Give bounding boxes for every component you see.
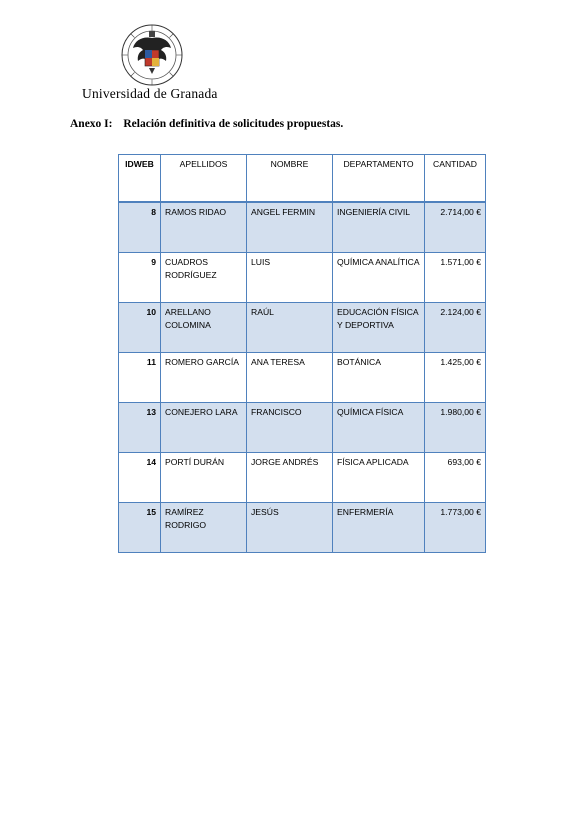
annex-heading [70, 118, 343, 130]
cell-cantidad: 1.425,00 € [425, 353, 486, 403]
table-row [119, 353, 486, 403]
cell-departamento: QUÍMICA ANALÍTICA [333, 253, 425, 303]
cell-nombre: JORGE ANDRÉS [247, 453, 333, 503]
cell-departamento: BOTÁNICA [333, 353, 425, 403]
column-header-nombre: NOMBRE [247, 155, 333, 203]
table-row [119, 453, 486, 503]
cell-nombre: LUIS [247, 253, 333, 303]
cell-apellidos: CONEJERO LARA [161, 403, 247, 453]
cell-cantidad: 2.714,00 € [425, 202, 486, 253]
cell-idweb: 13 [119, 403, 161, 453]
cell-idweb: 10 [119, 303, 161, 353]
cell-departamento: INGENIERÍA CIVIL [333, 202, 425, 253]
cell-nombre: ANA TERESA [247, 353, 333, 403]
annex-label: Anexo I: [70, 118, 113, 130]
table-row [119, 503, 486, 553]
cell-idweb: 9 [119, 253, 161, 303]
cell-cantidad: 1.773,00 € [425, 503, 486, 553]
table-row [119, 403, 486, 453]
cell-apellidos: ARELLANO COLOMINA [161, 303, 247, 353]
cell-idweb: 15 [119, 503, 161, 553]
cell-cantidad: 693,00 € [425, 453, 486, 503]
cell-departamento: ENFERMERÍA [333, 503, 425, 553]
applications-table [118, 154, 486, 553]
table-row [119, 202, 486, 253]
column-header-apellidos: APELLIDOS [161, 155, 247, 203]
university-name: Universidad de Granada [82, 86, 218, 101]
cell-nombre: JESÚS [247, 503, 333, 553]
cell-apellidos: RAMÍREZ RODRIGO [161, 503, 247, 553]
table-row [119, 253, 486, 303]
table-row [119, 303, 486, 353]
cell-idweb: 11 [119, 353, 161, 403]
column-header-idweb: IDWEB [119, 155, 161, 203]
cell-nombre: FRANCISCO [247, 403, 333, 453]
cell-cantidad: 1.571,00 € [425, 253, 486, 303]
table-header-row [119, 155, 486, 203]
cell-apellidos: CUADROS RODRÍGUEZ [161, 253, 247, 303]
cell-nombre: RAÚL [247, 303, 333, 353]
cell-cantidad: 1.980,00 € [425, 403, 486, 453]
university-seal-logo [121, 24, 183, 86]
cell-apellidos: PORTÍ DURÁN [161, 453, 247, 503]
annex-title: Relación definitiva de solicitudes propuestas. [123, 118, 344, 130]
cell-idweb: 8 [119, 202, 161, 253]
cell-departamento: QUÍMICA FÍSICA [333, 403, 425, 453]
cell-apellidos: RAMOS RIDAO [161, 202, 247, 253]
cell-departamento: EDUCACIÓN FÍSICA Y DEPORTIVA [333, 303, 425, 353]
cell-cantidad: 2.124,00 € [425, 303, 486, 353]
cell-apellidos: ROMERO GARCÍA [161, 353, 247, 403]
column-header-cantidad: CANTIDAD [425, 155, 486, 203]
column-header-departamento: DEPARTAMENTO [333, 155, 425, 203]
cell-nombre: ANGEL FERMIN [247, 202, 333, 253]
cell-idweb: 14 [119, 453, 161, 503]
cell-departamento: FÍSICA APLICADA [333, 453, 425, 503]
